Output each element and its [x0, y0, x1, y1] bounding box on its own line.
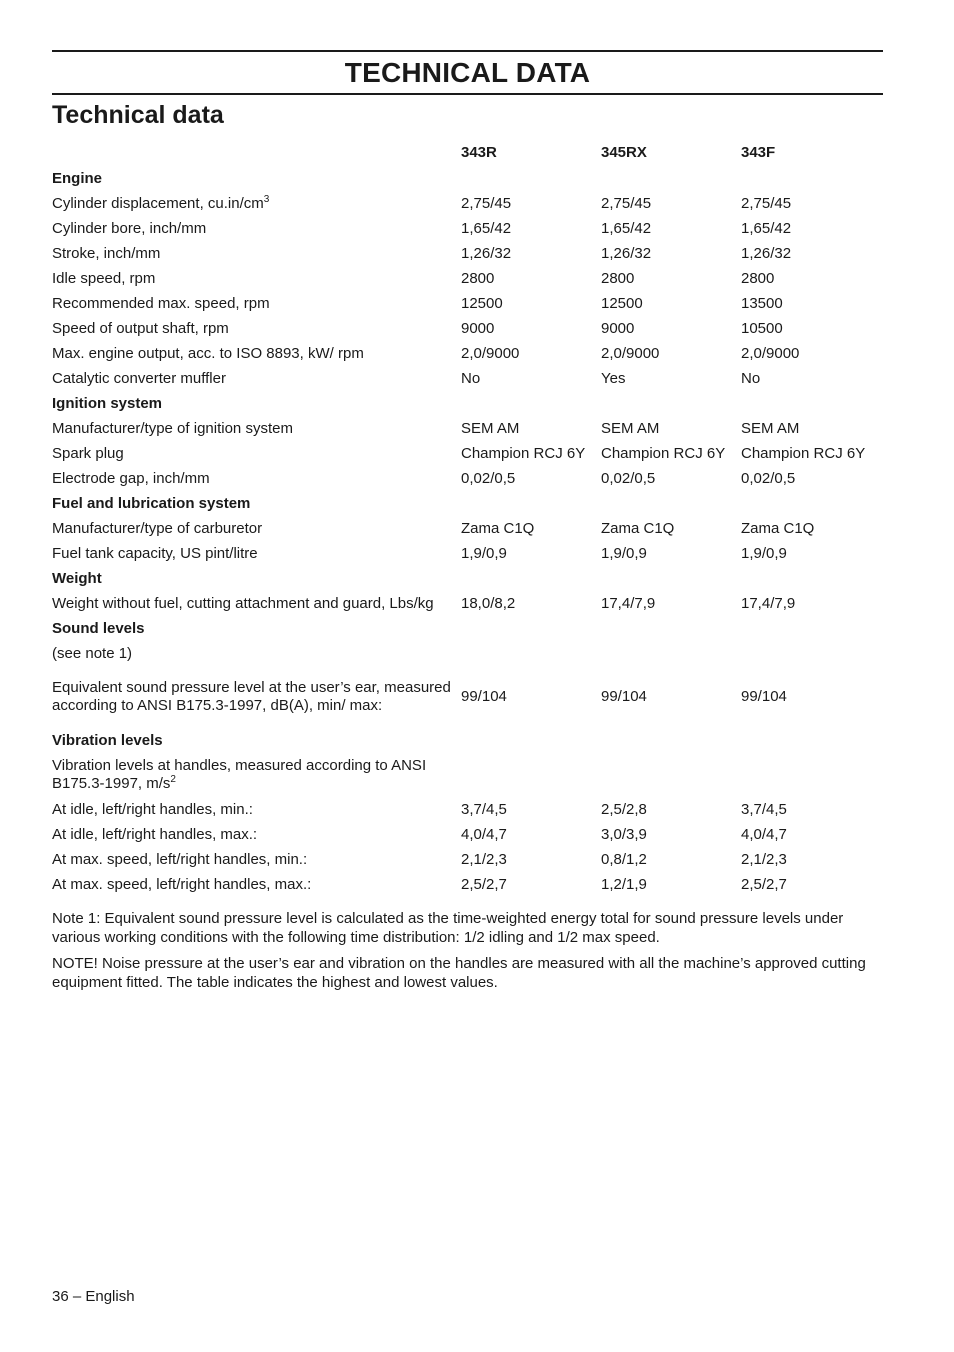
value-cell: 0,8/1,2 — [601, 850, 647, 868]
value-cell: Champion RCJ 6Y — [601, 444, 726, 462]
note-2: NOTE! Noise pressure at the user’s ear and vibration on the handles are measured with all the machine’s approved cutting equipment fitted. The table indicates the highest and lowest values. — [52, 955, 866, 991]
value-cell: 13500 — [741, 294, 783, 312]
value-cell: 2800 — [741, 269, 775, 287]
table-row — [52, 191, 883, 216]
value-cell: 2,1/2,3 — [741, 850, 787, 868]
row-label — [52, 591, 461, 616]
row-label-text: Cylinder bore, inch/mm — [52, 219, 207, 237]
value-cell: 1,9/0,9 — [601, 544, 647, 562]
section-label: Engine — [52, 169, 103, 187]
value-cell: 4,0/4,7 — [461, 825, 507, 843]
table-row — [52, 753, 883, 797]
value-cell: 2,0/9000 — [461, 344, 520, 362]
row-label-text: Catalytic converter muffler — [52, 369, 226, 387]
value-cell: 0,02/0,5 — [461, 469, 516, 487]
value-cell: Yes — [601, 369, 626, 387]
value-cell: 3,7/4,5 — [741, 800, 787, 818]
section-row — [52, 566, 883, 591]
row-label-text: Manufacturer/type of carburetor — [52, 519, 263, 537]
row-label-text: At max. speed, left/right handles, max.: — [52, 875, 312, 893]
row-label — [52, 316, 461, 341]
table-row — [52, 366, 883, 391]
section-label: Sound levels — [52, 619, 145, 637]
value-cell: 2,1/2,3 — [461, 850, 507, 868]
page-footer: 36 – English — [52, 1288, 135, 1305]
table-row — [52, 822, 883, 847]
column-header-343f: 343F — [741, 144, 776, 161]
value-cell: Zama C1Q — [601, 519, 675, 537]
value-cell: 2,5/2,7 — [461, 875, 507, 893]
value-cell: 99/104 — [461, 688, 507, 705]
value-cell: 2,75/45 — [601, 194, 652, 212]
value-cell: 3,7/4,5 — [461, 800, 507, 818]
section-row — [52, 391, 883, 416]
row-label — [52, 641, 461, 666]
table-row — [52, 847, 883, 872]
value-cell: 0,02/0,5 — [601, 469, 656, 487]
technical-data-table — [52, 140, 883, 897]
row-label-text: Electrode gap, inch/mm — [52, 469, 210, 487]
row-label — [52, 666, 461, 728]
value-cell: 2,0/9000 — [741, 344, 800, 362]
unit-superscript: 3 — [263, 193, 270, 205]
row-label — [52, 466, 461, 491]
table-row — [52, 591, 883, 616]
row-label-text: At max. speed, left/right handles, min.: — [52, 850, 308, 868]
value-cell: 3,0/3,9 — [601, 825, 647, 843]
value-cell: SEM AM — [461, 419, 520, 437]
table-row — [52, 466, 883, 491]
value-cell: 2,5/2,7 — [741, 875, 787, 893]
value-cell: 1,65/42 — [601, 219, 652, 237]
row-label-text: Cylinder displacement, cu.in/cm — [52, 194, 264, 212]
row-label-text: At idle, left/right handles, min.: — [52, 800, 253, 818]
row-label — [52, 872, 461, 897]
value-cell: Champion RCJ 6Y — [741, 444, 866, 462]
value-cell: SEM AM — [741, 419, 800, 437]
chapter-title: TECHNICAL DATA — [344, 57, 591, 88]
value-cell — [601, 753, 741, 797]
row-label — [52, 191, 461, 216]
value-cell: 1,26/32 — [461, 244, 512, 262]
value-cell: 12500 — [461, 294, 503, 312]
row-label — [52, 541, 461, 566]
value-cell: 1,26/32 — [601, 244, 652, 262]
value-cell: 1,65/42 — [461, 219, 512, 237]
unit-superscript: 2 — [170, 774, 176, 785]
value-cell: Zama C1Q — [461, 519, 535, 537]
value-cell: 99/104 — [601, 688, 647, 705]
value-cell: 1,9/0,9 — [461, 544, 507, 562]
row-label-text: Equivalent sound pressure level at the user’s ear, measured according to ANSI B175.3-1997, dB(A), min/ max: — [52, 679, 451, 714]
value-cell: 9000 — [461, 319, 495, 337]
value-cell: No — [741, 369, 761, 387]
value-cell: 1,65/42 — [741, 219, 792, 237]
table-row — [52, 666, 883, 728]
table-header-row — [52, 140, 883, 166]
section-label: Ignition system — [52, 394, 163, 412]
value-cell: 18,0/8,2 — [461, 594, 516, 612]
table-row — [52, 291, 883, 316]
table-row — [52, 641, 883, 666]
table-row — [52, 266, 883, 291]
section-row — [52, 728, 883, 753]
value-cell: SEM AM — [601, 419, 660, 437]
value-cell: Champion RCJ 6Y — [461, 444, 586, 462]
value-cell: 1,26/32 — [741, 244, 792, 262]
value-cell — [741, 753, 883, 797]
table-row — [52, 341, 883, 366]
section-row — [52, 166, 883, 191]
value-cell: 1,2/1,9 — [601, 875, 647, 893]
value-cell: 2800 — [461, 269, 495, 287]
row-label — [52, 266, 461, 291]
row-label-text: Speed of output shaft, rpm — [52, 319, 229, 337]
value-cell: 12500 — [601, 294, 643, 312]
row-label-text: Fuel tank capacity, US pint/litre — [52, 544, 258, 562]
table-row — [52, 541, 883, 566]
table-row — [52, 872, 883, 897]
value-cell — [741, 641, 883, 666]
row-label — [52, 366, 461, 391]
value-cell: Zama C1Q — [741, 519, 815, 537]
row-label — [52, 822, 461, 847]
value-cell — [461, 641, 601, 666]
section-row — [52, 616, 883, 641]
row-label-text: At idle, left/right handles, max.: — [52, 825, 258, 843]
section-label: Weight — [52, 569, 102, 587]
table-row — [52, 416, 883, 441]
table-row — [52, 797, 883, 822]
value-cell: 2800 — [601, 269, 635, 287]
section-title: Technical data — [52, 101, 224, 129]
row-label-text: Weight without fuel, cutting attachment and guard, Lbs/kg — [52, 594, 434, 612]
section-row — [52, 491, 883, 516]
row-label-text: Max. engine output, acc. to ISO 8893, kW/ rpm — [52, 344, 364, 362]
row-label — [52, 291, 461, 316]
row-label — [52, 516, 461, 541]
section-label: Vibration levels — [52, 731, 163, 749]
column-header-345rx: 345RX — [601, 144, 647, 161]
value-cell: 2,0/9000 — [601, 344, 660, 362]
row-label — [52, 847, 461, 872]
value-cell: 17,4/7,9 — [601, 594, 656, 612]
value-cell: 99/104 — [741, 688, 787, 705]
row-label — [52, 216, 461, 241]
row-label-text: Vibration levels at handles, measured according to ANSI B175.3-1997, m/s — [52, 757, 427, 792]
value-cell: No — [461, 369, 481, 387]
note-1: Note 1: Equivalent sound pressure level is calculated as the time-weighted energy total for sound pressure levels under various working conditions with the following time distribution: 1/2 idling and 1/2 max speed. — [52, 910, 844, 946]
value-cell: 0,02/0,5 — [741, 469, 796, 487]
row-label — [52, 341, 461, 366]
row-label-text: (see note 1) — [52, 644, 133, 662]
table-row — [52, 241, 883, 266]
row-label-text: Idle speed, rpm — [52, 269, 156, 287]
section-label: Fuel and lubrication system — [52, 494, 251, 512]
header-rule-top — [52, 50, 883, 52]
value-cell: 17,4/7,9 — [741, 594, 796, 612]
value-cell: 2,75/45 — [741, 194, 792, 212]
header-label-cell — [52, 140, 461, 166]
row-label — [52, 753, 461, 797]
column-header-343r: 343R — [461, 144, 497, 161]
value-cell: 4,0/4,7 — [741, 825, 787, 843]
row-label — [52, 441, 461, 466]
value-cell — [601, 641, 741, 666]
header-rule-bottom — [52, 93, 883, 95]
row-label — [52, 241, 461, 266]
row-label-text: Spark plug — [52, 444, 124, 462]
row-label-text: Recommended max. speed, rpm — [52, 294, 270, 312]
value-cell — [461, 753, 601, 797]
row-label-text: Manufacturer/type of ignition system — [52, 419, 293, 437]
value-cell: 1,9/0,9 — [741, 544, 787, 562]
value-cell: 9000 — [601, 319, 635, 337]
table-row — [52, 441, 883, 466]
row-label — [52, 416, 461, 441]
value-cell: 2,5/2,8 — [601, 800, 647, 818]
value-cell: 2,75/45 — [461, 194, 512, 212]
value-cell: 10500 — [741, 319, 783, 337]
row-label — [52, 797, 461, 822]
table-row — [52, 216, 883, 241]
row-label-text: Stroke, inch/mm — [52, 244, 161, 262]
table-row — [52, 316, 883, 341]
table-row — [52, 516, 883, 541]
